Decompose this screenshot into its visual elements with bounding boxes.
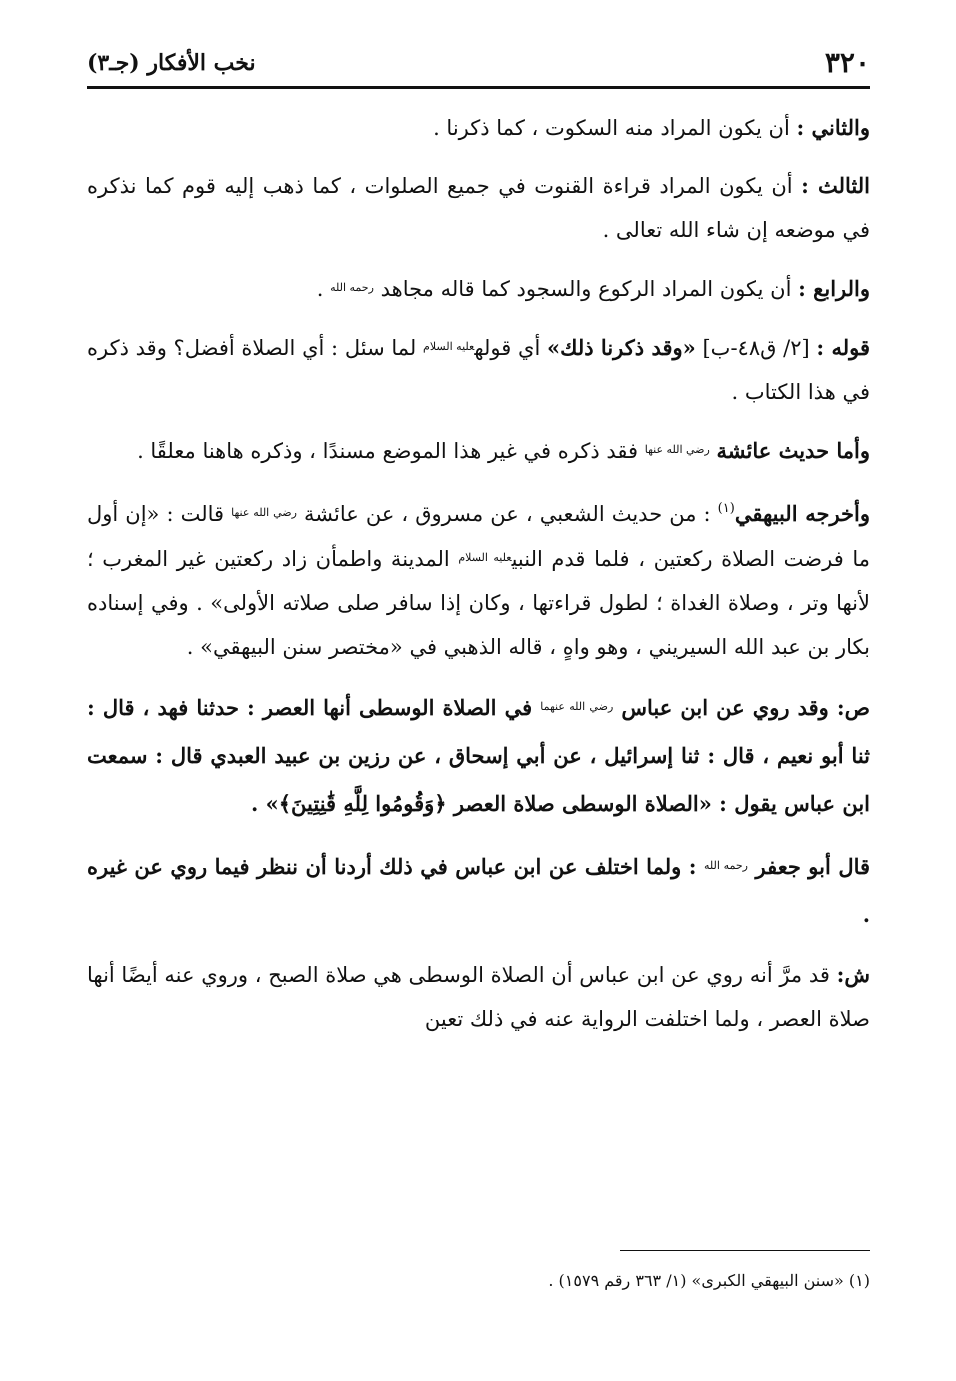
paragraph-text: وقد روي عن ابن عباس (621, 695, 837, 720)
paragraph-lead: الثالث : (801, 173, 870, 198)
paragraph-9 (87, 953, 870, 1041)
honorific-mark: رضي الله عنها (644, 443, 710, 456)
quoted-phrase: «وقد ذكرنا ذلك» (547, 335, 696, 360)
paragraph-text-2: : ولما اختلف عن ابن عباس في ذلك أردنا أن ننظر فيما روي عن غيره . (87, 854, 870, 927)
footnote-separator (620, 1250, 870, 1251)
paragraph-lead: وأما حديث عائشة (716, 438, 870, 463)
honorific-mark: رضي الله عنهما (540, 700, 614, 713)
paragraph-text-3: المدينة واطمأن زاد ركعتين غير المغرب ؛ لأنها وتر ، وصلاة الغداة ؛ لطول قراءتها ، وكان إذا سافر صلى صلاته الأولى» . وفي إسناده بكار بن عبد الله السيريني ، وهو واهٍ ، قاله الذهبي في «مختصر سنن البيهقي» . (87, 547, 870, 659)
page-body (87, 106, 870, 1055)
paragraph-lead: ش: (836, 962, 870, 987)
paragraph-text: فقد ذكره في غير هذا الموضع مسندًا ، وذكره هاهنا معلقًا . (137, 439, 645, 463)
honorific-mark: رحمه الله (330, 281, 374, 294)
paragraph-lead: والثاني : (796, 115, 870, 140)
paragraph-text-2: قالت : «إن أول ما فرضت الصلاة ركعتين ، فلما قدم النبي (87, 502, 870, 571)
honorific-mark: عليه السلام (423, 340, 475, 353)
paragraph-4 (87, 325, 870, 414)
paragraph-text: أن يكون المراد الركوع والسجود كما قاله مجاهد (380, 277, 799, 301)
honorific-mark: رضي الله عنها (231, 506, 297, 519)
paragraph-3 (87, 266, 870, 311)
paragraph-1 (87, 106, 870, 150)
paragraph-6 (87, 487, 870, 669)
footnote: (١) «سنن البيهقي الكبرى» (١/ ٣٦٣ رقم ١٥٧٩) . (548, 1271, 870, 1290)
paragraph-text: أن يكون المراد قراءة القنوت في جميع الصلوات ، كما ذهب إليه قوم كما نذكره في موضعه إن شاء الله تعالى . (87, 174, 870, 242)
quran-verse: ﴿وَقُومُوا لِلَّهِ قَٰنِتِينَ﴾ (278, 791, 454, 816)
paragraph-lead: والرابع : (798, 276, 870, 301)
paragraph-end: . (316, 277, 331, 301)
paragraph-2 (87, 164, 870, 252)
paragraph-end: » . (250, 791, 279, 816)
paragraph-text: أي قوله (474, 336, 547, 360)
paragraph-text: أن يكون المراد منه السكوت ، كما ذكرنا . (433, 116, 797, 140)
paragraph-text: قد مرَّ أنه روي عن ابن عباس أن الصلاة الوسطى هي صلاة الصبح ، وروي عنه أيضًا أنها صلاة العصر ، ولما اختلفت الرواية عنه في ذلك تعين (87, 963, 870, 1031)
paragraph-lead: وأخرجه البيهقي (734, 501, 871, 526)
paragraph-text-2: في الصلاة الوسطى أنها العصر : حدثنا فهد ، قال : ثنا أبو نعيم ، قال : ثنا إسرائيل ، عن أبي إسحاق ، عن رزين بن عبيد العبدي قال : سمعت ابن عباس يقول : «الصلاة الوسطى صلاة العصر (87, 695, 870, 816)
paragraph-text-2: لما سئل : أي الصلاة أفضل؟ وقد ذكره في هذا الكتاب . (87, 336, 870, 404)
honorific-mark-2: عليه السلام (458, 551, 512, 564)
page-number: ٣٢٠ (824, 46, 870, 79)
manuscript-ref: [٢/ ق٤٨-ب] (695, 336, 817, 360)
paragraph-text: قال أبو جعفر (755, 854, 871, 879)
footnote-reference[interactable]: (١) (717, 501, 735, 516)
page-header (87, 40, 870, 89)
paragraph-7 (87, 683, 870, 828)
book-page (87, 40, 870, 1340)
paragraph-text: : من حديث الشعبي ، عن مسروق ، عن عائشة (304, 502, 718, 526)
honorific-mark: رحمه الله (703, 859, 748, 872)
book-title: نخب الأفكار (جـ٣) (87, 50, 256, 76)
paragraph-8 (87, 842, 870, 939)
paragraph-lead: ص: (836, 695, 871, 720)
paragraph-lead: قوله : (816, 335, 871, 360)
paragraph-5 (87, 428, 870, 473)
